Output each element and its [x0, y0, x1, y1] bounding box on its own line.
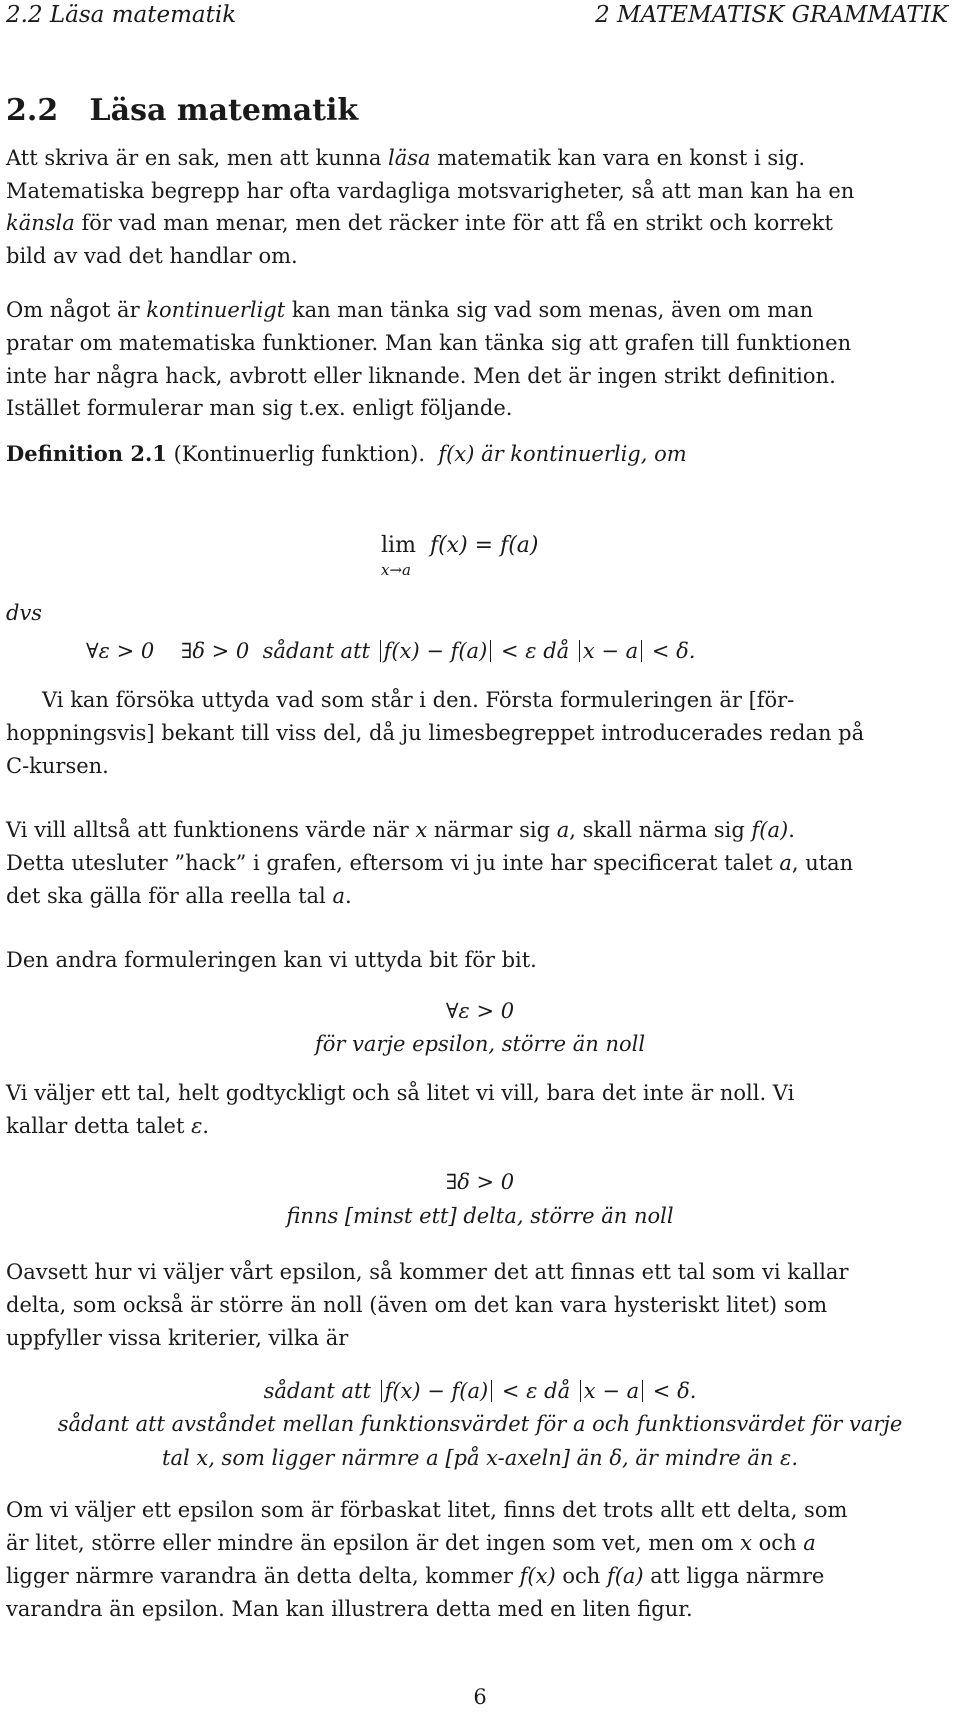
display-forall-epsilon-gloss: för varje epsilon, större än noll	[314, 1032, 646, 1056]
page-number: 6	[473, 1685, 487, 1709]
paragraph-4-line-1: Vi vill alltså att funktionens värde när x närmar sig a, skall närma sig f(a).	[6, 818, 795, 842]
definition-statement: f(x) är kontinuerlig, om	[438, 442, 687, 466]
epsilon-delta-formula: ∀ε > 0 ∃δ > 0 sådant att f(x) − f(a) < ε då x − a < δ.	[86, 638, 696, 663]
paragraph-2-line-3: inte har några hack, avbrott eller liknande. Men det är ingen strikt definition.	[6, 364, 836, 388]
running-header-left: 2.2 Läsa matematik	[6, 2, 237, 28]
paragraph-6-line-1: Vi väljer ett tal, helt godtyckligt och så litet vi vill, bara det inte är noll. Vi	[6, 1081, 795, 1105]
section-number: 2.2	[6, 93, 59, 128]
paragraph-7-line-2: delta, som också är större än noll (även om det kan vara hysteriskt litet) som	[6, 1293, 828, 1317]
paragraph-3-line-1: Vi kan försöka uttyda vad som står i den. Första formuleringen är [för-	[42, 688, 795, 712]
paragraph-4-line-3: det ska gälla för alla reella tal a.	[6, 884, 352, 908]
running-header-right: 2 MATEMATISK GRAMMATIK	[595, 2, 948, 28]
paragraph-2-line-4: Istället formulerar man sig t.ex. enligt följande.	[6, 396, 513, 420]
paragraph-3-line-3: C-kursen.	[6, 754, 109, 778]
limit-formula: lim f(x) = f(a) x→a	[381, 533, 539, 579]
display-forall-epsilon: ∀ε > 0	[445, 999, 515, 1023]
display-criterion-gloss-2: tal x, som ligger närmre a [på x-axeln] än δ, är mindre än ε.	[162, 1446, 798, 1470]
display-criterion-formula: sådant att f(x) − f(a) < ε då x − a < δ.	[263, 1378, 697, 1403]
display-exists-delta-gloss: finns [minst ett] delta, större än noll	[286, 1204, 674, 1228]
paragraph-4-line-2: Detta utesluter ”hack” i grafen, eftersom vi ju inte har specificerat talet a, utan	[6, 851, 854, 875]
display-criterion-gloss-1: sådant att avståndet mellan funktionsvärdet för a och funktionsvärdet för varje	[57, 1412, 903, 1436]
display-exists-delta: ∃δ > 0	[445, 1170, 515, 1194]
definition-heading	[6, 443, 687, 465]
dvs-label: dvs	[6, 601, 43, 625]
paragraph-1-line-4: bild av vad det handlar om.	[6, 244, 298, 268]
paragraph-6-line-2: kallar detta talet ε.	[6, 1114, 210, 1138]
paragraph-2-line-1: Om något är kontinuerligt kan man tänka sig vad som menas, även om man	[6, 298, 814, 322]
paragraph-8-line-4: varandra än epsilon. Man kan illustrera detta med en liten figur.	[6, 1597, 693, 1621]
paragraph-7-line-3: uppfyller vissa kriterier, vilka är	[6, 1326, 349, 1350]
paragraph-8-line-2: är litet, större eller mindre än epsilon är det ingen som vet, men om x och a	[6, 1531, 816, 1555]
paragraph-1-line-3: känsla för vad man menar, men det räcker inte för att få en strikt och korrekt	[6, 211, 833, 235]
paragraph-7-line-1: Oavsett hur vi väljer vårt epsilon, så kommer det att finnas ett tal som vi kallar	[6, 1260, 849, 1284]
paragraph-8-line-1: Om vi väljer ett epsilon som är förbaskat litet, finns det trots allt ett delta, som	[6, 1498, 848, 1522]
paragraph-1-line-1: Att skriva är en sak, men att kunna läsa matematik kan vara en konst i sig.	[6, 146, 806, 170]
paragraph-1-line-2: Matematiska begrepp har ofta vardagliga motsvarigheter, så att man kan ha en	[6, 179, 855, 203]
section-title	[6, 93, 358, 128]
definition-name: (Kontinuerlig funktion).	[173, 442, 426, 466]
definition-label: Definition 2.1	[6, 441, 167, 466]
limit-subscript: x→a	[381, 561, 411, 579]
paragraph-5-line-1: Den andra formuleringen kan vi uttyda bit för bit.	[6, 948, 537, 972]
paragraph-8-line-3: ligger närmre varandra än detta delta, kommer f(x) och f(a) att ligga närmre	[6, 1564, 825, 1588]
paragraph-3-line-2: hoppningsvis] bekant till viss del, då ju limesbegreppet introducerades redan på	[6, 721, 865, 745]
section-title-text: Läsa matematik	[89, 93, 359, 128]
paragraph-2-line-2: pratar om matematiska funktioner. Man kan tänka sig att grafen till funktionen	[6, 331, 852, 355]
